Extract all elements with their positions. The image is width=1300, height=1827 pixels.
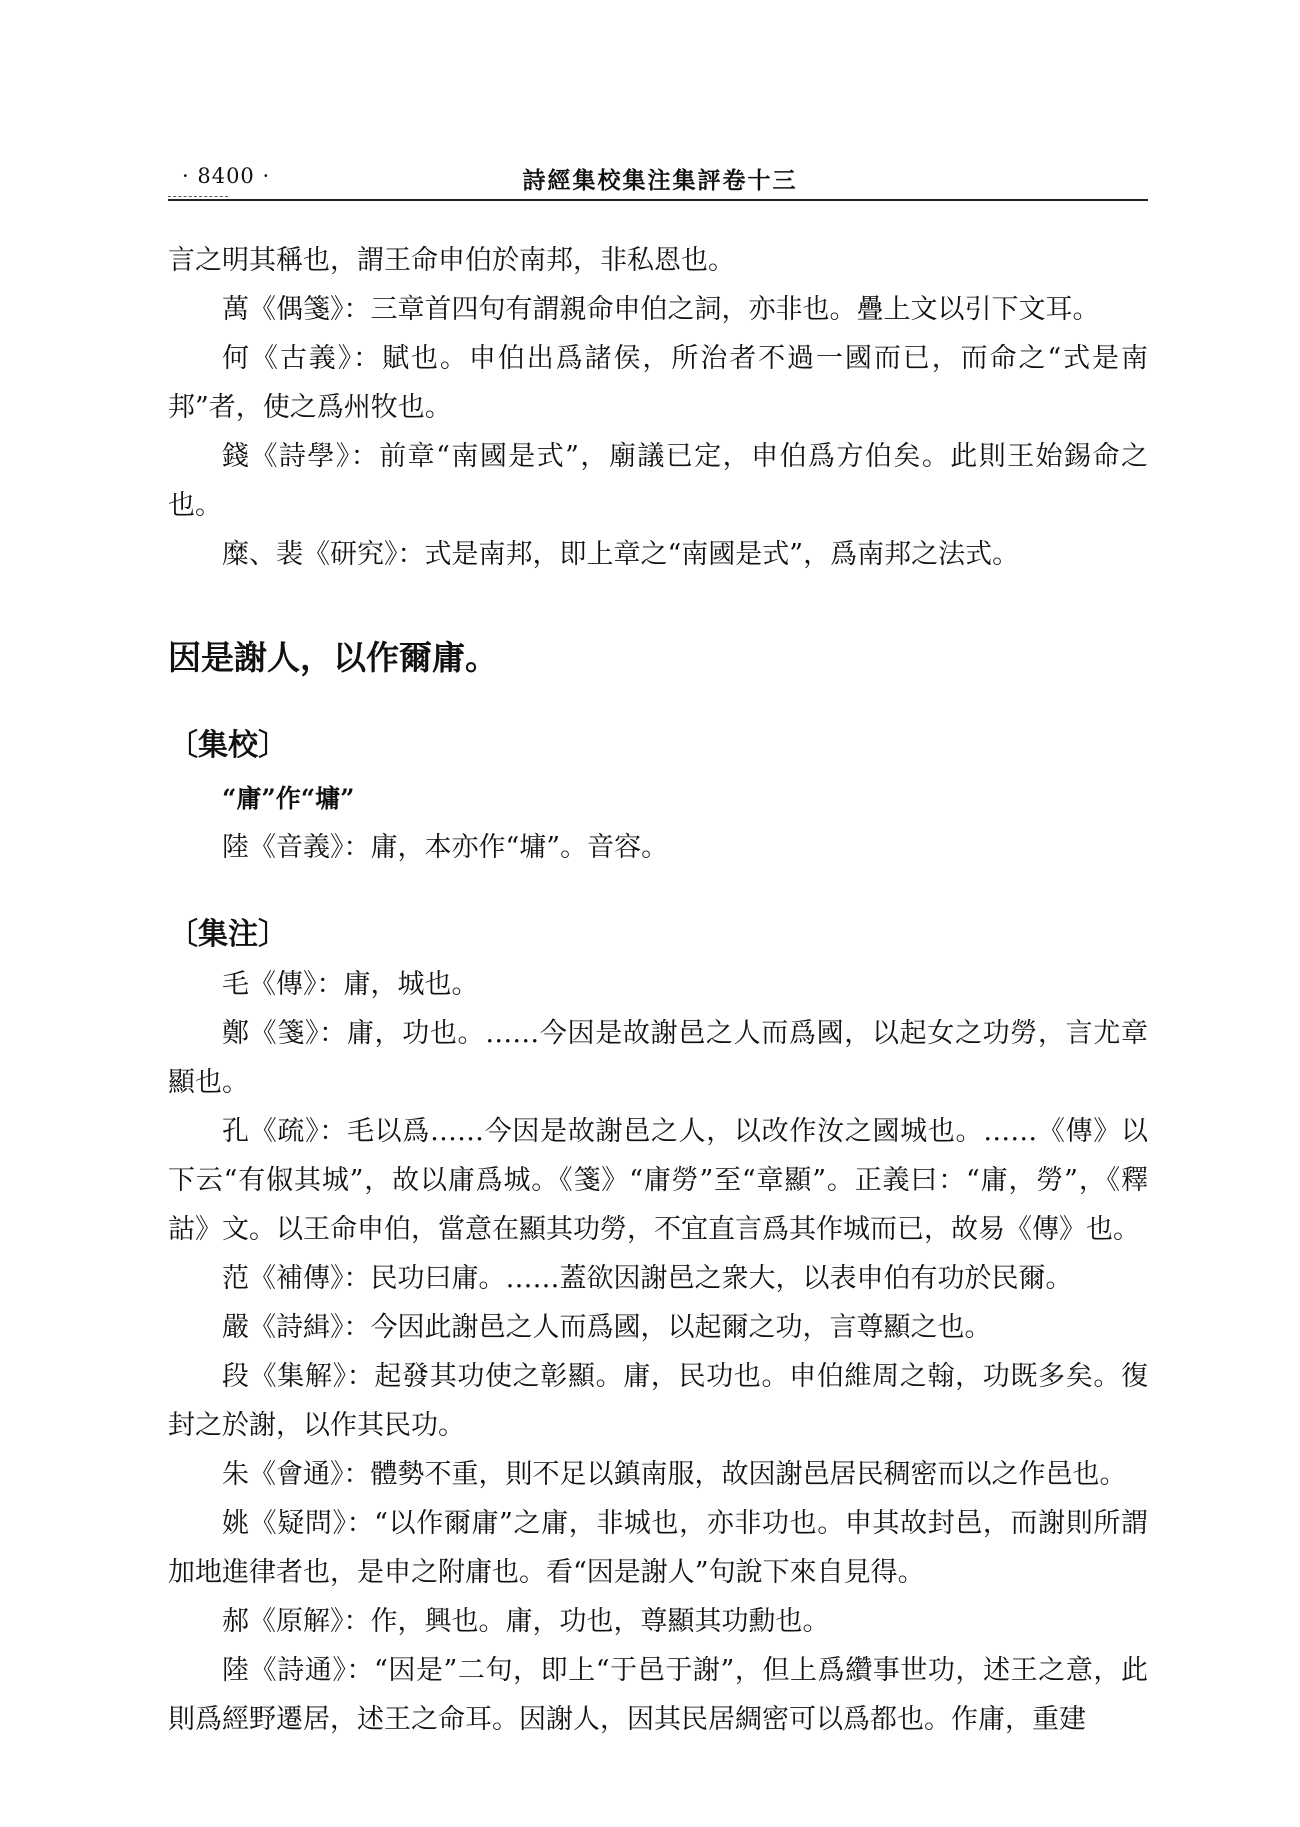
paragraph: 朱《會通》：體勢不重，則不足以鎮南服，故因謝邑居民稠密而以之作邑也。 — [222, 1459, 1127, 1490]
collation-subheading: “庸”作“墉” — [222, 784, 355, 813]
page-header — [168, 160, 1152, 196]
running-title: 詩經集校集注集評卷十三 — [522, 167, 798, 194]
header-rule — [168, 199, 1148, 201]
paragraph: 言之明其稱也，謂王命申伯於南邦，非私恩也。 — [168, 245, 735, 276]
paragraph: 何《古義》：賦也。申伯出爲諸侯，所治者不過一國而已，而命之“式是南邦”者，使之爲州牧也。 — [168, 343, 1148, 423]
paragraph: 孔《疏》：毛以爲……今因是故謝邑之人，以改作汝之國城也。……《傳》以下云“有俶其城”，故以庸爲城。《箋》“庸勞”至“章顯”。正義曰：“庸，勞”，《釋詁》文。以王命申伯，當意在顯其功勞，不宜直言爲其作城而已，故易《傳》也。 — [168, 1116, 1148, 1245]
paragraph: 萬《偶箋》：三章首四句有謂親命申伯之詞，亦非也。疊上文以引下文耳。 — [222, 294, 1100, 325]
paragraph: 陸《音義》：庸，本亦作“墉”。音容。 — [222, 832, 669, 863]
paragraph: 鄭《箋》：庸，功也。……今因是故謝邑之人而爲國，以起女之功勞，言尤章顯也。 — [168, 1018, 1148, 1098]
page-number: · 8400 · — [182, 164, 271, 188]
paragraph: 郝《原解》：作，興也。庸，功也，尊顯其功勳也。 — [222, 1606, 830, 1637]
paragraph: 錢《詩學》：前章“南國是式”，廟議已定，申伯爲方伯矣。此則王始錫命之也。 — [168, 441, 1148, 521]
paragraph: 嚴《詩緝》：今因此謝邑之人而爲國，以起爾之功，言尊顯之也。 — [222, 1312, 992, 1343]
section-heading-jizhu: 〔集注〕 — [168, 917, 288, 952]
paragraph: 段《集解》：起發其功使之彰顯。庸，民功也。申伯維周之翰，功既多矣。復封之於謝，以作其民功。 — [168, 1361, 1148, 1441]
text-body — [168, 236, 1148, 1744]
section-heading-jiaojiao: 〔集校〕 — [168, 728, 288, 763]
header-rule-dash — [168, 196, 228, 197]
paragraph: 陸《詩通》：“因是”二句，即上“于邑于謝”，但上爲纘事世功，述王之意，此則爲經野遷居，述王之命耳。因謝人，因其民居綢密可以爲都也。作庸，重建 — [168, 1655, 1148, 1735]
paragraph: 毛《傳》：庸，城也。 — [222, 969, 479, 1000]
verse-line: 因是謝人，以作爾庸。 — [168, 638, 498, 677]
paragraph: 姚《疑問》：“以作爾庸”之庸，非城也，亦非功也。申其故封邑，而謝則所謂加地進律者也，是申之附庸也。看“因是謝人”句說下來自見得。 — [168, 1508, 1148, 1588]
paragraph: 范《補傳》：民功曰庸。……蓋欲因謝邑之衆大，以表申伯有功於民爾。 — [222, 1263, 1073, 1294]
paragraph: 糜、裴《研究》：式是南邦，即上章之“南國是式”，爲南邦之法式。 — [222, 539, 1020, 570]
